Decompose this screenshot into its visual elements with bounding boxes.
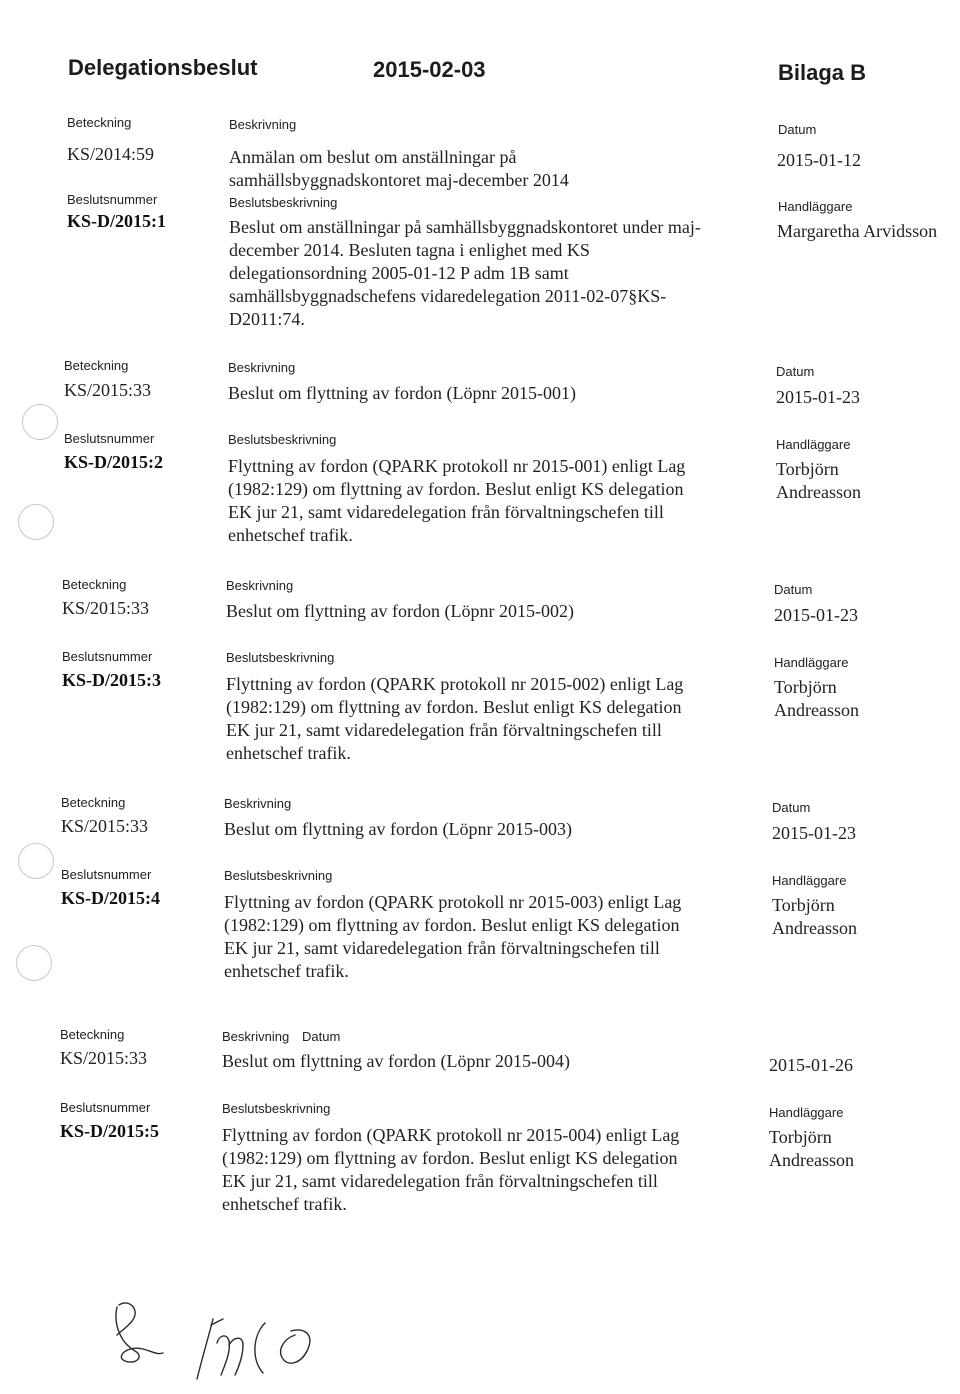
beslutsnummer-value: KS-D/2015:4 — [61, 888, 160, 908]
datum-value: 2015-01-23 — [776, 387, 860, 407]
beteckning-value: KS/2015:33 — [62, 598, 150, 618]
beteckning-label: Beteckning — [60, 1027, 125, 1042]
beteckning-value: KS/2015:33 — [64, 380, 152, 400]
datum-label: Datum — [774, 582, 813, 597]
beteckning-value: KS/2015:33 — [61, 816, 149, 836]
beslutsnummer-label: Beslutsnummer — [64, 431, 155, 446]
punch-hole-icon — [22, 404, 58, 440]
beteckning-value: KS/2014:59 — [67, 144, 155, 164]
beteckning-label: Beteckning — [62, 577, 127, 592]
beslutsnummer-value: KS-D/2015:1 — [67, 211, 166, 231]
beskrivning-label: Beskrivning — [224, 796, 292, 811]
handlaggare-label: Handläggare — [774, 655, 849, 670]
beskrivning-text: Beslut om flyttning av fordon (Löpnr 2015-001) — [228, 383, 576, 403]
datum-value: 2015-01-12 — [777, 150, 861, 170]
beslutsbeskrivning-label: Beslutsbeskrivning — [222, 1101, 331, 1116]
document-title: Delegationsbeslut — [68, 55, 258, 80]
beteckning-label: Beteckning — [61, 795, 126, 810]
handlaggare-label: Handläggare — [769, 1105, 844, 1120]
handlaggare-label: Handläggare — [776, 437, 851, 452]
datum-label: Datum — [778, 122, 817, 137]
beslutsbeskrivning-label: Beslutsbeskrivning — [226, 650, 335, 665]
handlaggare-value: Margaretha Arvidsson — [777, 221, 938, 241]
appendix-label: Bilaga B — [778, 60, 867, 85]
beslutsbeskrivning-text: Flyttning av fordon (QPARK protokoll nr 2015-004) enligt Lag (1982:129) om flyttning av fordon. Beslut enligt KS delegation EK jur 21, samt vidaredelegation från förvaltningschefen till enhetschef trafik. — [222, 1125, 680, 1214]
punch-hole-icon — [18, 843, 54, 879]
beskrivning-label: Beskrivning — [226, 578, 294, 593]
handlaggare-value: Torbjörn Andreasson — [769, 1127, 854, 1170]
beslutsbeskrivning-text: Flyttning av fordon (QPARK protokoll nr 2015-001) enligt Lag (1982:129) om flyttning av fordon. Beslut enligt KS delegation EK jur 21, samt vidaredelegation från förvaltningschefen till enhetschef trafik. — [228, 456, 686, 545]
datum-label: Datum — [776, 364, 815, 379]
beslutsbeskrivning-label: Beslutsbeskrivning — [229, 195, 338, 210]
beteckning-label: Beteckning — [67, 115, 132, 130]
datum-label: Datum — [772, 800, 811, 815]
beslutsnummer-label: Beslutsnummer — [61, 867, 152, 882]
datum-label: Datum — [302, 1029, 341, 1044]
punch-hole-icon — [16, 945, 52, 981]
datum-value: 2015-01-23 — [772, 823, 856, 843]
beslutsnummer-label: Beslutsnummer — [62, 649, 153, 664]
beslutsbeskrivning-text: Flyttning av fordon (QPARK protokoll nr 2015-002) enligt Lag (1982:129) om flyttning av fordon. Beslut enligt KS delegation EK jur 21, samt vidaredelegation från förvaltningschefen till enhetschef trafik. — [226, 674, 684, 763]
beskrivning-text: Anmälan om beslut om anställningar på samhällsbyggnadskontoret maj-december 2014 — [229, 147, 569, 190]
beskrivning-label: Beskrivning — [228, 360, 296, 375]
handlaggare-value: Torbjörn Andreasson — [774, 677, 859, 720]
beslutsnummer-label: Beslutsnummer — [60, 1100, 151, 1115]
handlaggare-value: Torbjörn Andreasson — [776, 459, 861, 502]
beslutsnummer-label: Beslutsnummer — [67, 192, 158, 207]
beskrivning-text: Beslut om flyttning av fordon (Löpnr 2015-004) — [222, 1051, 570, 1071]
beslutsbeskrivning-text: Beslut om anställningar på samhällsbyggnadskontoret under maj- december 2014. Besluten tagna i enlighet med KS delegationsordning 2005-01-12 P adm 1B samt samhällsbyggnadschefens vidaredelegation 2011-02-07§KS- D2011:74. — [229, 217, 701, 329]
beslutsnummer-value: KS-D/2015:3 — [62, 670, 161, 690]
document-date: 2015-02-03 — [373, 57, 486, 82]
handlaggare-value: Torbjörn Andreasson — [772, 895, 857, 938]
datum-value: 2015-01-23 — [774, 605, 858, 625]
beslutsbeskrivning-label: Beslutsbeskrivning — [228, 432, 337, 447]
beslutsnummer-value: KS-D/2015:2 — [64, 452, 163, 472]
datum-value: 2015-01-26 — [769, 1055, 853, 1075]
beteckning-label: Beteckning — [64, 358, 129, 373]
signature-icon — [105, 1295, 355, 1385]
beteckning-value: KS/2015:33 — [60, 1048, 148, 1068]
beslutsnummer-value: KS-D/2015:5 — [60, 1121, 159, 1141]
beskrivning-text: Beslut om flyttning av fordon (Löpnr 2015-002) — [226, 601, 574, 621]
beskrivning-label: Beskrivning — [222, 1029, 290, 1044]
handlaggare-label: Handläggare — [772, 873, 847, 888]
punch-hole-icon — [18, 504, 54, 540]
beslutsbeskrivning-label: Beslutsbeskrivning — [224, 868, 333, 883]
beslutsbeskrivning-text: Flyttning av fordon (QPARK protokoll nr 2015-003) enligt Lag (1982:129) om flyttning av fordon. Beslut enligt KS delegation EK jur 21, samt vidaredelegation från förvaltningschefen till enhetschef trafik. — [224, 892, 682, 981]
beskrivning-label: Beskrivning — [229, 117, 297, 132]
beskrivning-text: Beslut om flyttning av fordon (Löpnr 2015-003) — [224, 819, 572, 839]
handlaggare-label: Handläggare — [778, 199, 853, 214]
